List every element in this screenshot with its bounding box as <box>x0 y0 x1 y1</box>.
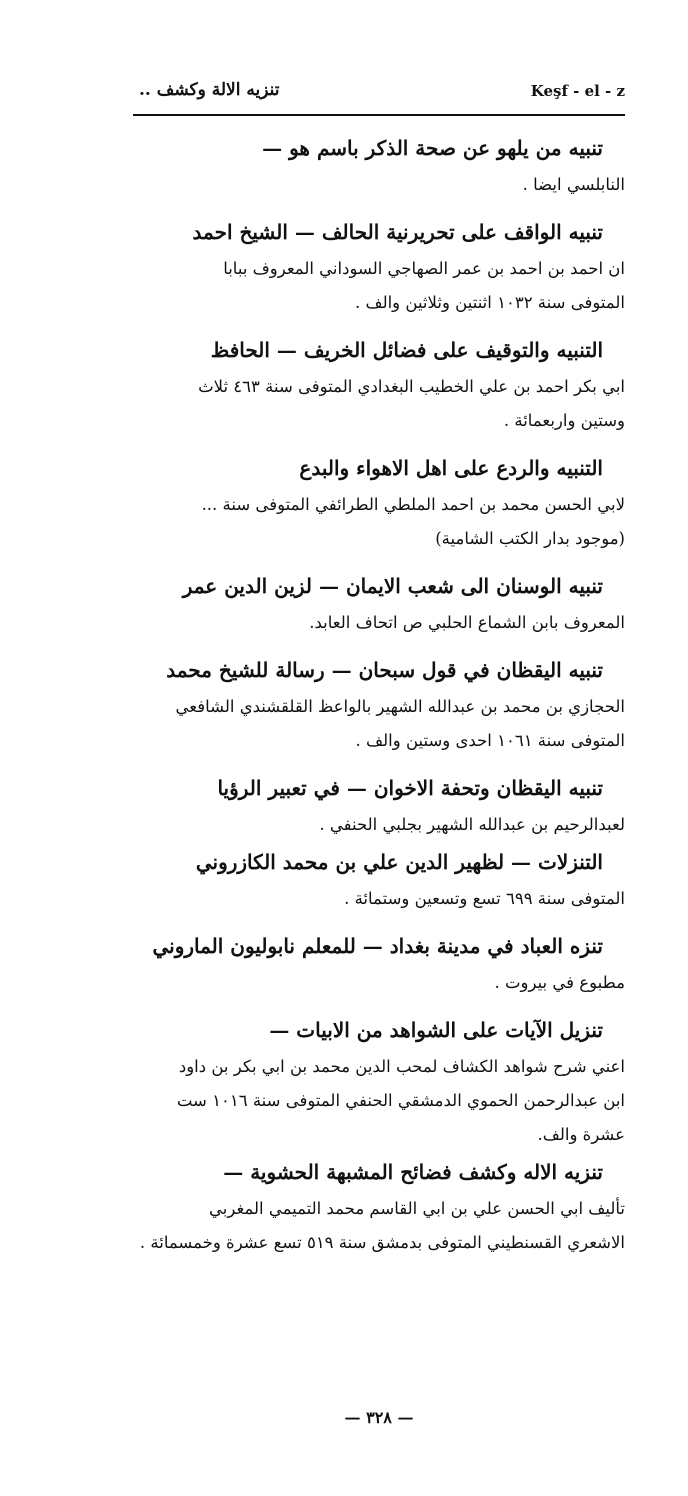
entry-title: التنبيه والتوقيف على فضائل الخريف — الحافظ <box>210 338 603 362</box>
entry-line: المتوفى سنة ١٠٦١ احدى وستين والف . <box>355 731 625 750</box>
entry <box>133 1152 625 1260</box>
running-head-arabic: تنزيه الالة وكشف .. <box>139 80 280 100</box>
entry-line: المتوفى سنة ٦٩٩ تسع وتسعين وستمائة . <box>344 889 625 908</box>
entry-line: النابلسي ايضا . <box>522 175 625 194</box>
entry-line: لابي الحسن محمد بن احمد الملطي الطرائفي المتوفى سنة ... <box>201 495 625 514</box>
entry-list <box>133 128 625 1260</box>
entry <box>133 768 625 842</box>
entry-title: تنزيل الآيات على الشواهد من الابيات — <box>269 1018 603 1042</box>
entry-title: تنزه العباد في مدينة بغداد — للمعلم نابوليون الماروني <box>152 934 603 958</box>
entry-line: مطبوع في بيروت . <box>494 973 625 992</box>
entry-title: تنبيه الواقف على تحريرنية الحالف — الشيخ احمد <box>192 220 603 244</box>
entry-line: تأليف ابي الحسن علي بن ابي القاسم محمد التميمي المغربي <box>209 1199 625 1218</box>
entry-title: تنبيه الوسنان الى شعب الايمان — لزين الدين عمر <box>182 574 603 598</box>
entry <box>133 926 625 1000</box>
entry-line: لعبدالرحيم بن عبدالله الشهير بجلبي الحنفي . <box>319 815 625 834</box>
entry-line: وستين واربعمائة . <box>503 411 625 430</box>
entry-line: ان احمد بن احمد بن عمر الصهاجي السوداني المعروف ببابا <box>223 259 625 278</box>
entry-title: التنبيه والردع على اهل الاهواء والبدع <box>299 456 603 480</box>
entry-line: (موجود بدار الكتب الشامية) <box>435 529 625 548</box>
entry-line: عشرة والف. <box>537 1125 625 1144</box>
entry-line: ابي بكر احمد بن علي الخطيب البغدادي المتوفى سنة ٤٦٣ ثلاث <box>198 377 625 396</box>
entry <box>133 842 625 916</box>
entry <box>133 1010 625 1152</box>
entry-line: المعروف بابن الشماع الحلبي ص اتحاف العابد. <box>309 613 625 632</box>
entry-title: تنبيه اليقظان في قول سبحان — رسالة للشيخ محمد <box>166 658 603 682</box>
entry-line: الاشعري القسنطيني المتوفى بدمشق سنة ٥١٩ تسع عشرة وخمسمائة . <box>139 1233 625 1252</box>
entry <box>133 212 625 320</box>
entry-line: اعني شرح شواهد الكشاف لمحب الدين محمد بن ابي بكر بن داود <box>178 1057 625 1076</box>
entry <box>133 330 625 438</box>
entry-title: تنبيه اليقظان وتحفة الاخوان — في تعبير الرؤيا <box>217 776 603 800</box>
header-rule <box>133 114 625 116</box>
running-head-latin: Keşf - el - z <box>530 82 625 100</box>
entry <box>133 650 625 758</box>
entry-title: التنزلات — لظهير الدين علي بن محمد الكازروني <box>195 850 603 874</box>
entry <box>133 566 625 640</box>
entry-line: ابن عبدالرحمن الحموي الدمشقي الحنفي المتوفى سنة ١٠١٦ ست <box>176 1091 625 1110</box>
entry-title: تنبيه من يلهو عن صحة الذكر باسم هو — <box>262 136 603 160</box>
entry <box>133 128 625 202</box>
entry <box>133 448 625 556</box>
entry-line: المتوفى سنة ١٠٣٢ اثنتين وثلاثين والف . <box>355 293 625 312</box>
page-number: — ٣٢٨ — <box>344 1408 414 1427</box>
entry-title: تنزيه الاله وكشف فضائح المشبهة الحشوية — <box>223 1160 603 1184</box>
running-head <box>133 80 625 114</box>
entry-line: الحجازي بن محمد بن عبدالله الشهير بالواعظ القلقشندي الشافعي <box>175 697 625 716</box>
